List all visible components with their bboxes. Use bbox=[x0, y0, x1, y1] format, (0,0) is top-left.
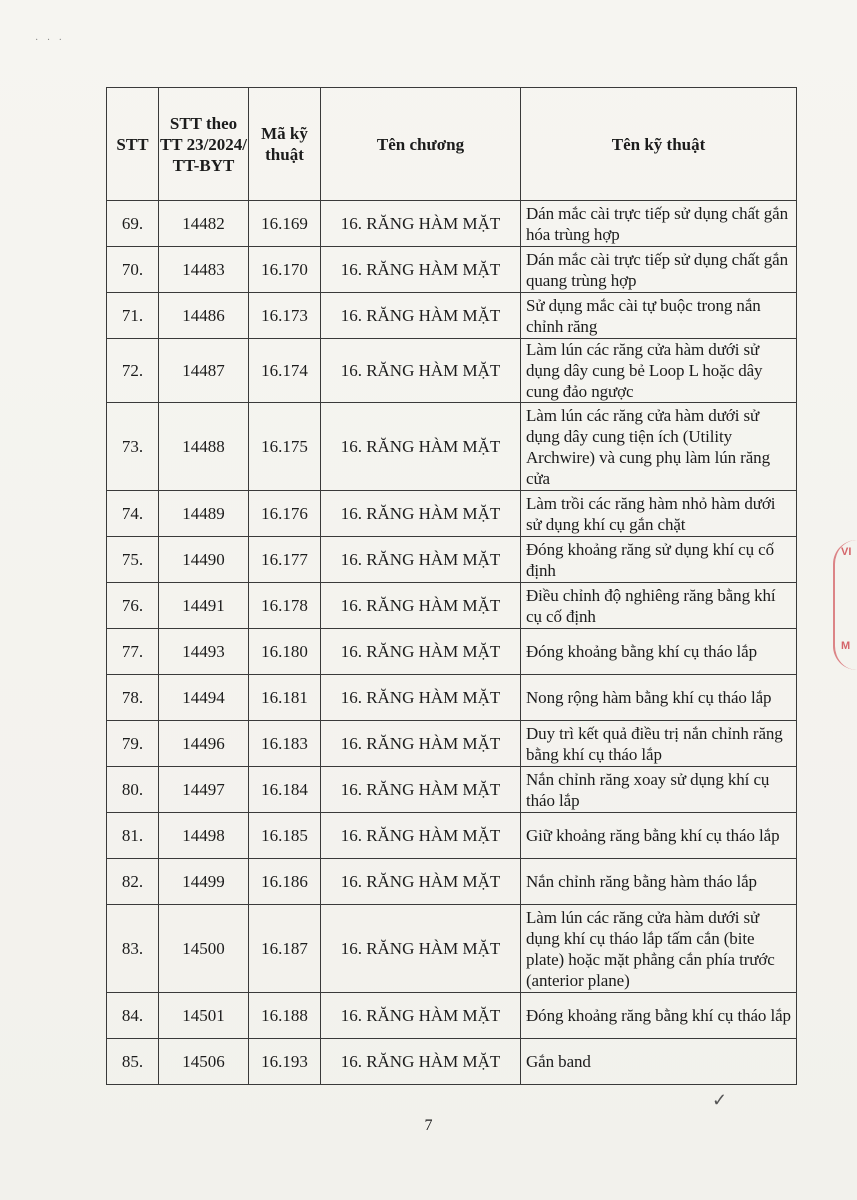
cell-ma-ky-thuat: 16.176 bbox=[249, 491, 321, 537]
table-row bbox=[107, 629, 797, 675]
cell-stt-tt: 14500 bbox=[159, 905, 249, 993]
cell-ten-ky-thuat: Nắn chỉnh răng bằng hàm tháo lắp bbox=[521, 859, 797, 905]
cell-ten-ky-thuat: Dán mắc cài trực tiếp sử dụng chất gắn quang trùng hợp bbox=[521, 247, 797, 293]
table-row bbox=[107, 813, 797, 859]
cell-ma-ky-thuat: 16.183 bbox=[249, 721, 321, 767]
cell-ten-ky-thuat: Đóng khoảng bằng khí cụ tháo lắp bbox=[521, 629, 797, 675]
cell-ten-ky-thuat: Làm lún các răng cửa hàm dưới sử dụng khí cụ tháo lắp tấm cắn (bite plate) hoặc mặt phẳng cắn phía trước (anterior plane) bbox=[521, 905, 797, 993]
cell-ma-ky-thuat: 16.170 bbox=[249, 247, 321, 293]
cell-ma-ky-thuat: 16.193 bbox=[249, 1039, 321, 1085]
cell-stt-tt: 14487 bbox=[159, 339, 249, 403]
cell-stt: 74. bbox=[107, 491, 159, 537]
cell-stt: 75. bbox=[107, 537, 159, 583]
cell-stt: 83. bbox=[107, 905, 159, 993]
cell-ten-ky-thuat: Làm lún các răng cửa hàm dưới sử dụng dây cung tiện ích (Utility Archwire) và cung phụ làm lún răng cửa bbox=[521, 403, 797, 491]
cell-ma-ky-thuat: 16.177 bbox=[249, 537, 321, 583]
table-row bbox=[107, 675, 797, 721]
cell-ten-ky-thuat: Điều chỉnh độ nghiêng răng bằng khí cụ cố định bbox=[521, 583, 797, 629]
table-row bbox=[107, 905, 797, 993]
cell-ten-ky-thuat: Làm lún các răng cửa hàm dưới sử dụng dây cung bẻ Loop L hoặc dây cung đảo ngược bbox=[521, 339, 797, 403]
cell-ten-chuong: 16. RĂNG HÀM MẶT bbox=[321, 993, 521, 1039]
cell-stt-tt: 14494 bbox=[159, 675, 249, 721]
cell-ma-ky-thuat: 16.173 bbox=[249, 293, 321, 339]
cell-ma-ky-thuat: 16.181 bbox=[249, 675, 321, 721]
cell-stt: 70. bbox=[107, 247, 159, 293]
table-row bbox=[107, 537, 797, 583]
table-row bbox=[107, 859, 797, 905]
table-row bbox=[107, 1039, 797, 1085]
table-row bbox=[107, 201, 797, 247]
cell-stt-tt: 14498 bbox=[159, 813, 249, 859]
cell-stt-tt: 14501 bbox=[159, 993, 249, 1039]
cell-ma-ky-thuat: 16.175 bbox=[249, 403, 321, 491]
cell-ten-chuong: 16. RĂNG HÀM MẶT bbox=[321, 537, 521, 583]
cell-ten-chuong: 16. RĂNG HÀM MẶT bbox=[321, 859, 521, 905]
cell-ma-ky-thuat: 16.180 bbox=[249, 629, 321, 675]
cell-stt-tt: 14496 bbox=[159, 721, 249, 767]
cell-stt: 72. bbox=[107, 339, 159, 403]
table-row bbox=[107, 491, 797, 537]
cell-ten-ky-thuat: Duy trì kết quả điều trị nắn chỉnh răng bằng khí cụ tháo lắp bbox=[521, 721, 797, 767]
cell-stt-tt: 14482 bbox=[159, 201, 249, 247]
table-row bbox=[107, 767, 797, 813]
cell-ten-ky-thuat: Nong rộng hàm bằng khí cụ tháo lắp bbox=[521, 675, 797, 721]
cell-stt-tt: 14491 bbox=[159, 583, 249, 629]
cell-stt: 84. bbox=[107, 993, 159, 1039]
table-row bbox=[107, 293, 797, 339]
table-row bbox=[107, 339, 797, 403]
cell-ten-chuong: 16. RĂNG HÀM MẶT bbox=[321, 629, 521, 675]
cell-ten-ky-thuat: Sử dụng mắc cài tự buộc trong nắn chỉnh răng bbox=[521, 293, 797, 339]
cell-ma-ky-thuat: 16.169 bbox=[249, 201, 321, 247]
cell-stt-tt: 14490 bbox=[159, 537, 249, 583]
header-ma-ky-thuat: Mã kỹ thuật bbox=[249, 88, 321, 201]
cell-stt: 78. bbox=[107, 675, 159, 721]
cell-ten-ky-thuat: Dán mắc cài trực tiếp sử dụng chất gắn hóa trùng hợp bbox=[521, 201, 797, 247]
cell-stt-tt: 14506 bbox=[159, 1039, 249, 1085]
cell-ma-ky-thuat: 16.187 bbox=[249, 905, 321, 993]
table-row bbox=[107, 993, 797, 1039]
cell-stt: 77. bbox=[107, 629, 159, 675]
cell-ten-chuong: 16. RĂNG HÀM MẶT bbox=[321, 583, 521, 629]
cell-ten-chuong: 16. RĂNG HÀM MẶT bbox=[321, 721, 521, 767]
cell-ten-chuong: 16. RĂNG HÀM MẶT bbox=[321, 491, 521, 537]
cell-stt-tt: 14499 bbox=[159, 859, 249, 905]
table-row bbox=[107, 247, 797, 293]
cell-stt: 76. bbox=[107, 583, 159, 629]
handwritten-mark: ✓ bbox=[712, 1090, 728, 1110]
cell-stt: 71. bbox=[107, 293, 159, 339]
table-header-row bbox=[107, 88, 797, 201]
cell-ma-ky-thuat: 16.186 bbox=[249, 859, 321, 905]
cell-ten-ky-thuat: Giữ khoảng răng bằng khí cụ tháo lắp bbox=[521, 813, 797, 859]
cell-stt: 85. bbox=[107, 1039, 159, 1085]
cell-ma-ky-thuat: 16.178 bbox=[249, 583, 321, 629]
cell-ten-ky-thuat: Làm trồi các răng hàm nhỏ hàm dưới sử dụng khí cụ gắn chặt bbox=[521, 491, 797, 537]
cell-ten-chuong: 16. RĂNG HÀM MẶT bbox=[321, 767, 521, 813]
cell-stt: 69. bbox=[107, 201, 159, 247]
cell-ma-ky-thuat: 16.185 bbox=[249, 813, 321, 859]
header-ten-ky-thuat: Tên kỹ thuật bbox=[521, 88, 797, 201]
cell-ten-chuong: 16. RĂNG HÀM MẶT bbox=[321, 403, 521, 491]
table-body bbox=[107, 201, 797, 1085]
page-number: 7 bbox=[424, 1117, 433, 1134]
cell-ma-ky-thuat: 16.174 bbox=[249, 339, 321, 403]
cell-ma-ky-thuat: 16.184 bbox=[249, 767, 321, 813]
header-ten-chuong: Tên chương bbox=[321, 88, 521, 201]
cell-stt: 81. bbox=[107, 813, 159, 859]
cell-stt-tt: 14489 bbox=[159, 491, 249, 537]
cell-stt: 82. bbox=[107, 859, 159, 905]
table-row bbox=[107, 403, 797, 491]
cell-stt-tt: 14486 bbox=[159, 293, 249, 339]
cell-stt: 73. bbox=[107, 403, 159, 491]
cell-ten-ky-thuat: Đóng khoảng răng sử dụng khí cụ cố định bbox=[521, 537, 797, 583]
scan-specks: · · · bbox=[35, 35, 65, 46]
cell-ten-chuong: 16. RĂNG HÀM MẶT bbox=[321, 675, 521, 721]
cell-ten-chuong: 16. RĂNG HÀM MẶT bbox=[321, 339, 521, 403]
table-row bbox=[107, 583, 797, 629]
cell-ten-chuong: 16. RĂNG HÀM MẶT bbox=[321, 201, 521, 247]
cell-ten-chuong: 16. RĂNG HÀM MẶT bbox=[321, 293, 521, 339]
header-stt: STT bbox=[107, 88, 159, 201]
red-seal-stamp: VI M bbox=[833, 540, 857, 670]
cell-stt-tt: 14488 bbox=[159, 403, 249, 491]
cell-ten-chuong: 16. RĂNG HÀM MẶT bbox=[321, 813, 521, 859]
cell-ma-ky-thuat: 16.188 bbox=[249, 993, 321, 1039]
cell-stt-tt: 14483 bbox=[159, 247, 249, 293]
table-row bbox=[107, 721, 797, 767]
cell-ten-ky-thuat: Nắn chỉnh răng xoay sử dụng khí cụ tháo lắp bbox=[521, 767, 797, 813]
cell-stt-tt: 14497 bbox=[159, 767, 249, 813]
cell-ten-chuong: 16. RĂNG HÀM MẶT bbox=[321, 905, 521, 993]
cell-ten-ky-thuat: Gắn band bbox=[521, 1039, 797, 1085]
cell-stt: 79. bbox=[107, 721, 159, 767]
cell-stt-tt: 14493 bbox=[159, 629, 249, 675]
cell-ten-ky-thuat: Đóng khoảng răng bằng khí cụ tháo lắp bbox=[521, 993, 797, 1039]
cell-ten-chuong: 16. RĂNG HÀM MẶT bbox=[321, 1039, 521, 1085]
cell-ten-chuong: 16. RĂNG HÀM MẶT bbox=[321, 247, 521, 293]
cell-stt: 80. bbox=[107, 767, 159, 813]
technique-table bbox=[106, 87, 797, 1085]
header-stt-tt: STT theo TT 23/2024/ TT-BYT bbox=[159, 88, 249, 201]
